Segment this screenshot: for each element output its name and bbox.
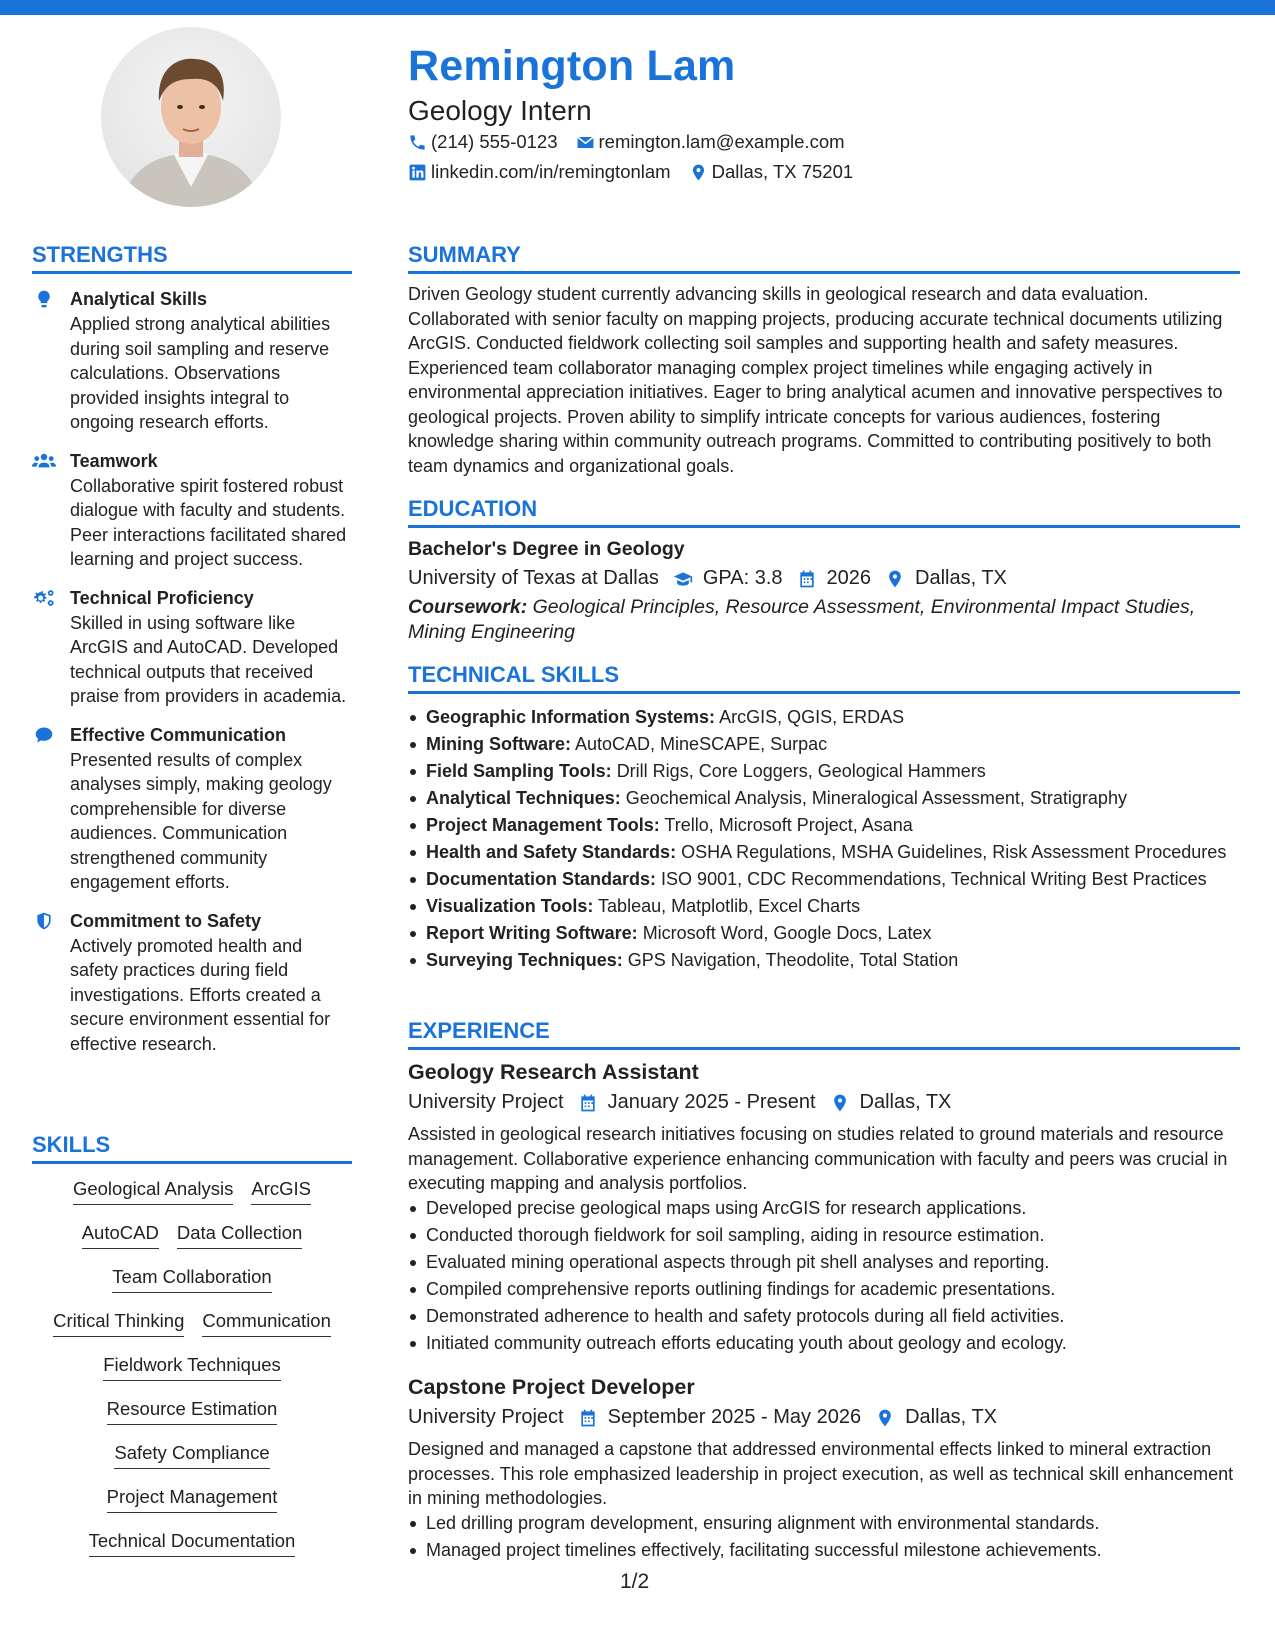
envelope-icon xyxy=(576,133,595,152)
tech-skill-label: Project Management Tools: xyxy=(426,815,660,835)
tech-skill-value: OSHA Regulations, MSHA Guidelines, Risk Assessment Procedures xyxy=(681,842,1227,862)
strength-title: Analytical Skills xyxy=(70,289,208,309)
job-location xyxy=(830,1091,952,1114)
tech-skill-item xyxy=(426,921,1240,946)
skill-tag: Technical Documentation xyxy=(89,1529,296,1557)
tech-skill-value: GPS Navigation, Theodolite, Total Station xyxy=(627,950,959,970)
tech-skill-value: ArcGIS, QGIS, ERDAS xyxy=(719,707,905,727)
tech-skill-value: Geochemical Analysis, Mineralogical Assessment, Stratigraphy xyxy=(625,788,1127,808)
skill-tag: AutoCAD xyxy=(82,1221,159,1249)
tech-skill-label: Health and Safety Standards: xyxy=(426,842,677,862)
tech-skill-item xyxy=(426,813,1240,838)
phone-icon xyxy=(408,133,427,152)
tech-skill-label: Report Writing Software: xyxy=(426,923,638,943)
tech-skill-value: Trello, Microsoft Project, Asana xyxy=(664,815,913,835)
job-location xyxy=(875,1406,997,1429)
strength-title: Effective Communication xyxy=(70,724,287,745)
email-contact[interactable] xyxy=(576,131,845,153)
strength-title: Commitment to Safety xyxy=(70,910,262,931)
job-location-text: Dallas, TX xyxy=(859,1091,952,1113)
tech-skill-label: Visualization Tools: xyxy=(426,896,594,916)
location-text: Dallas, TX 75201 xyxy=(711,161,854,182)
skill-tag: Team Collaboration xyxy=(112,1265,271,1293)
skills-heading: SKILLS xyxy=(32,1132,352,1164)
degree-title: Bachelor's Degree in Geology xyxy=(408,538,685,560)
strength-desc: Presented results of complex analyses simply, making geology comprehensible for diverse audiences. Communication strengthened community engagement efforts. xyxy=(70,749,332,892)
skill-tag: Communication xyxy=(202,1309,331,1337)
summary-heading: SUMMARY xyxy=(408,242,1240,274)
tech-skill-item xyxy=(426,786,1240,811)
map-pin-icon xyxy=(830,1093,850,1113)
strengths-list xyxy=(32,287,352,1070)
calendar-icon xyxy=(578,1408,598,1428)
linkedin-text[interactable]: linkedin.com/in/remingtonlam xyxy=(431,161,671,182)
skill-tag: Resource Estimation xyxy=(107,1397,278,1425)
strengths-heading: STRENGTHS xyxy=(32,242,352,274)
tech-skill-item xyxy=(426,867,1240,892)
education-heading: EDUCATION xyxy=(408,496,1240,528)
strength-desc: Skilled in using software like ArcGIS and AutoCAD. Developed technical outputs that received praise from providers in academia. xyxy=(70,612,347,706)
school-name xyxy=(408,567,659,590)
coursework-label: Coursework: xyxy=(408,596,528,618)
linkedin-contact[interactable] xyxy=(408,161,671,183)
tech-skill-item xyxy=(426,705,1240,730)
school-text: University of Texas at Dallas xyxy=(408,567,659,589)
graduation-cap-icon xyxy=(673,569,693,589)
comment-icon xyxy=(32,725,56,745)
page-number: 1/2 xyxy=(620,1570,650,1593)
strength-item xyxy=(32,909,352,1057)
job-description: Designed and managed a capstone that addressed environmental effects linked to mineral extraction processes. This role emphasized leadership in project execution, as well as technical skill enhancement in mining methodologies. xyxy=(408,1439,1234,1508)
strength-item xyxy=(32,287,352,435)
job-bullet: Compiled comprehensive reports outlining findings for academic presentations. xyxy=(426,1277,1240,1302)
tech-skill-label: Surveying Techniques: xyxy=(426,950,623,970)
coursework-list: Geological Principles, Resource Assessment, Environmental Impact Studies, Mining Engineering xyxy=(408,596,1196,643)
calendar-icon xyxy=(578,1093,598,1113)
skill-row xyxy=(32,1529,352,1557)
contact-row-1 xyxy=(408,131,863,153)
job-bullet: Conducted thorough fieldwork for soil sampling, aiding in resource estimation. xyxy=(426,1223,1240,1248)
experience-entry xyxy=(408,1060,1240,1358)
job-bullet: Initiated community outreach efforts educating youth about geology and ecology. xyxy=(426,1331,1240,1356)
skill-tag: Data Collection xyxy=(177,1221,302,1249)
job-meta xyxy=(408,1406,1240,1429)
strength-desc: Actively promoted health and safety practices during field investigations. Efforts created a secure environment essential for effective research. xyxy=(70,935,331,1054)
strength-desc: Applied strong analytical abilities during soil sampling and reserve calculations. Observations provided insights integral to ongoing research efforts. xyxy=(70,314,331,432)
experience-entry xyxy=(408,1375,1240,1565)
skill-tag: ArcGIS xyxy=(251,1177,311,1205)
skill-row xyxy=(32,1397,352,1425)
tech-skill-label: Field Sampling Tools: xyxy=(426,761,612,781)
job-description: Assisted in geological research initiatives focusing on studies related to ground materials and resource management. Collaborative experience enhancing communication with faculty and peers was crucial in executing mapping and analysis portfolios. xyxy=(408,1124,1228,1193)
job-dates xyxy=(578,1091,816,1114)
skill-row xyxy=(32,1441,352,1469)
coursework xyxy=(408,595,1240,644)
contact-row-2 xyxy=(408,161,871,183)
candidate-title: Geology Intern xyxy=(408,95,592,126)
strength-item xyxy=(32,449,352,572)
skill-tag: Geological Analysis xyxy=(73,1177,233,1205)
skills-list xyxy=(32,1177,352,1573)
experience-heading: EXPERIENCE xyxy=(408,1018,1240,1050)
job-org-text: University Project xyxy=(408,1091,564,1113)
shield-icon xyxy=(32,911,56,931)
job-meta xyxy=(408,1091,1240,1114)
skill-tag: Safety Compliance xyxy=(114,1441,269,1469)
technical-skills-heading: TECHNICAL SKILLS xyxy=(408,662,1240,694)
tech-skill-item xyxy=(426,732,1240,757)
job-bullet: Led drilling program development, ensuring alignment with environmental standards. xyxy=(426,1511,1240,1536)
tech-skill-item xyxy=(426,840,1240,865)
job-bullets xyxy=(408,1196,1240,1356)
job-bullet: Managed project timelines effectively, facilitating successful milestone achievements. xyxy=(426,1538,1240,1563)
users-icon xyxy=(32,451,56,471)
job-org-text: University Project xyxy=(408,1406,564,1428)
skill-row xyxy=(32,1177,352,1205)
candidate-name: Remington Lam xyxy=(408,42,736,90)
tech-skill-value: Tableau, Matplotlib, Excel Charts xyxy=(598,896,861,916)
tech-skill-value: ISO 9001, CDC Recommendations, Technical Writing Best Practices xyxy=(661,869,1207,889)
top-accent-bar xyxy=(0,0,1275,15)
job-bullets xyxy=(408,1511,1240,1563)
profile-photo xyxy=(101,27,281,207)
tech-skill-label: Documentation Standards: xyxy=(426,869,657,889)
strength-item xyxy=(32,586,352,709)
education-meta xyxy=(408,567,1240,590)
tech-skill-label: Analytical Techniques: xyxy=(426,788,621,808)
phone-contact xyxy=(408,131,558,153)
job-dates xyxy=(578,1406,862,1429)
phone-text: (214) 555-0123 xyxy=(431,131,558,152)
skill-row xyxy=(32,1485,352,1513)
tech-skill-label: Mining Software: xyxy=(426,734,571,754)
map-pin-icon xyxy=(875,1408,895,1428)
tech-skill-value: Microsoft Word, Google Docs, Latex xyxy=(642,923,932,943)
strength-title: Technical Proficiency xyxy=(70,587,254,608)
job-title: Geology Research Assistant xyxy=(408,1060,699,1084)
location-contact xyxy=(689,161,854,183)
edu-location-item xyxy=(885,567,1007,590)
grad-year-text: 2026 xyxy=(826,567,872,589)
lightbulb-icon xyxy=(32,289,56,309)
gpa-item xyxy=(673,567,783,590)
strength-title: Teamwork xyxy=(70,450,158,471)
linkedin-icon xyxy=(408,163,427,182)
job-bullet: Evaluated mining operational aspects through pit shell analyses and reporting. xyxy=(426,1250,1240,1275)
job-dates-text: January 2025 - Present xyxy=(607,1091,816,1113)
tech-skill-item xyxy=(426,894,1240,919)
education-entry xyxy=(408,538,1240,644)
tech-skill-value: Drill Rigs, Core Loggers, Geological Hammers xyxy=(616,761,986,781)
skill-row xyxy=(32,1265,352,1293)
skill-row xyxy=(32,1221,352,1249)
skill-row xyxy=(32,1353,352,1381)
strength-desc: Collaborative spirit fostered robust dialogue with faculty and students. Peer interactions facilitated shared learning and project success. xyxy=(70,475,347,569)
technical-skills-list xyxy=(408,705,1240,975)
tech-skill-label: Geographic Information Systems: xyxy=(426,707,716,727)
skill-tag: Fieldwork Techniques xyxy=(103,1353,281,1381)
job-bullet: Developed precise geological maps using ArcGIS for research applications. xyxy=(426,1196,1240,1221)
gears-icon xyxy=(32,588,56,608)
tech-skill-item xyxy=(426,948,1240,973)
summary-text: Driven Geology student currently advancing skills in geological research and data evaluation. Collaborated with senior faculty on mapping projects, producing accurate technical documents utilizing ArcGIS. Conducted fieldwork collecting soil samples and supporting health and safety measures. Experienced team collaborator managing complex project timelines while engaging actively in environmental appreciation initiatives. Eager to bring analytical acumen and innovative perspectives to geological projects. Proven ability to simplify intricate concepts for various audiences, fostering knowledge sharing within community outreach programs. Committed to contributing positively to both team dynamics and organizational goals. xyxy=(408,284,1223,476)
tech-skill-value: AutoCAD, MineSCAPE, Surpac xyxy=(575,734,828,754)
job-bullet: Demonstrated adherence to health and safety protocols during all field activities. xyxy=(426,1304,1240,1329)
job-location-text: Dallas, TX xyxy=(905,1406,997,1428)
edu-location-text: Dallas, TX xyxy=(915,567,1007,589)
job-dates-text: September 2025 - May 2026 xyxy=(607,1406,862,1428)
email-text[interactable]: remington.lam@example.com xyxy=(598,131,845,152)
gpa-text: GPA: 3.8 xyxy=(702,567,783,589)
job-org xyxy=(408,1406,564,1429)
skill-tag: Critical Thinking xyxy=(53,1309,184,1337)
strength-item xyxy=(32,723,352,895)
job-org xyxy=(408,1091,564,1114)
skill-row xyxy=(32,1309,352,1337)
tech-skill-item xyxy=(426,759,1240,784)
job-title: Capstone Project Developer xyxy=(408,1375,695,1399)
map-pin-icon xyxy=(689,163,708,182)
grad-year-item xyxy=(797,567,872,590)
calendar-icon xyxy=(797,569,817,589)
skill-tag: Project Management xyxy=(107,1485,278,1513)
map-pin-icon xyxy=(885,569,905,589)
